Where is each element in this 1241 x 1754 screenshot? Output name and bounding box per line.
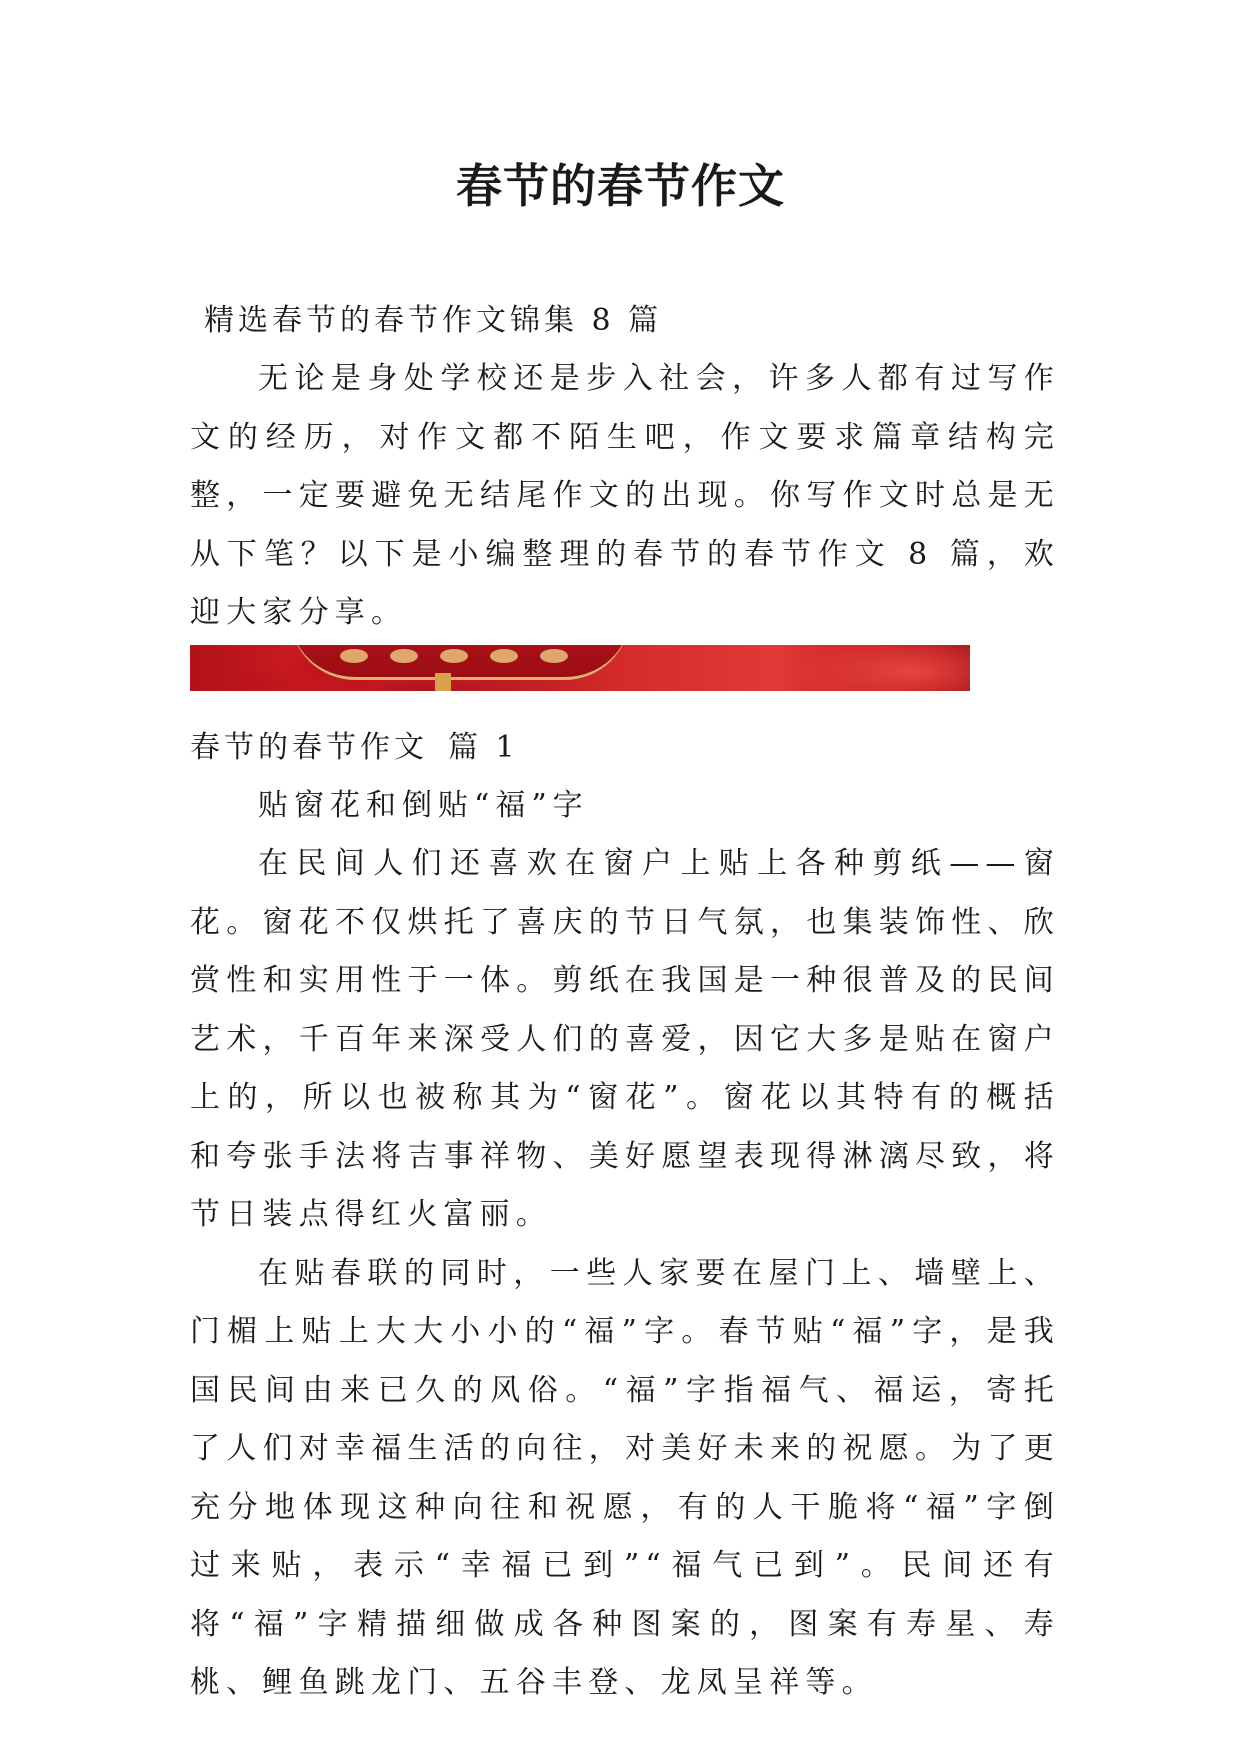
- document-body: [190, 292, 1060, 1713]
- gold-ornament: [490, 649, 518, 663]
- section-heading-text: 春节的春节作文: [190, 729, 428, 765]
- gold-ornament: [340, 649, 368, 663]
- lantern-knot: [435, 673, 451, 691]
- section-subheading: 贴窗花和倒贴“福”字: [258, 787, 589, 823]
- section-paragraph: 在民间人们还喜欢在窗户上贴上各种剪纸——窗花。窗花不仅烘托了喜庆的节日气氛，也集装饰性、欣赏性和实用性于一体。剪纸在我国是一种很普及的民间艺术，千百年来深受人们的喜爱，因它大多是贴在窗户上的，所以也被称其为“窗花”。窗花以其特有的概括和夸张手法将吉事祥物、美好愿望表现得淋漓尽致，将节日装点得红火富丽。: [190, 846, 1060, 1232]
- section-paragraph: 在贴春联的同时，一些人家要在屋门上、墙壁上、门楣上贴上大大小小的“福”字。春节贴“福”字，是我国民间由来已久的风俗。“福”字指福气、福运，寄托了人们对幸福生活的向往，对美好未来的祝愿。为了更充分地体现这种向往和祝愿，有的人干脆将“福”字倒过来贴，表示“幸福已到”“福气已到”。民间还有将“福”字精描细做成各种图案的，图案有寿星、寿桃、鲤鱼跳龙门、五谷丰登、龙凤呈祥等。: [190, 1255, 1060, 1700]
- document-title: 春节的春节作文: [456, 159, 785, 213]
- intro-paragraph: 无论是身处学校还是步入社会，许多人都有过写作文的经历，对作文都不陌生吧，作文要求篇章结构完整，一定要避免无结尾作文的出现。你写作文时总是无从下笔？以下是小编整理的春节的春节作文 8 篇，欢迎大家分享。: [190, 361, 1060, 630]
- spring-festival-banner-image: [190, 645, 970, 691]
- section-number: 篇 1: [448, 729, 519, 765]
- gold-ornament: [440, 649, 468, 663]
- document-subtitle: 精选春节的春节作文锦集 8 篇: [204, 303, 663, 338]
- gold-ornament: [390, 649, 418, 663]
- section-heading: [190, 719, 1060, 777]
- gold-ornament: [540, 649, 568, 663]
